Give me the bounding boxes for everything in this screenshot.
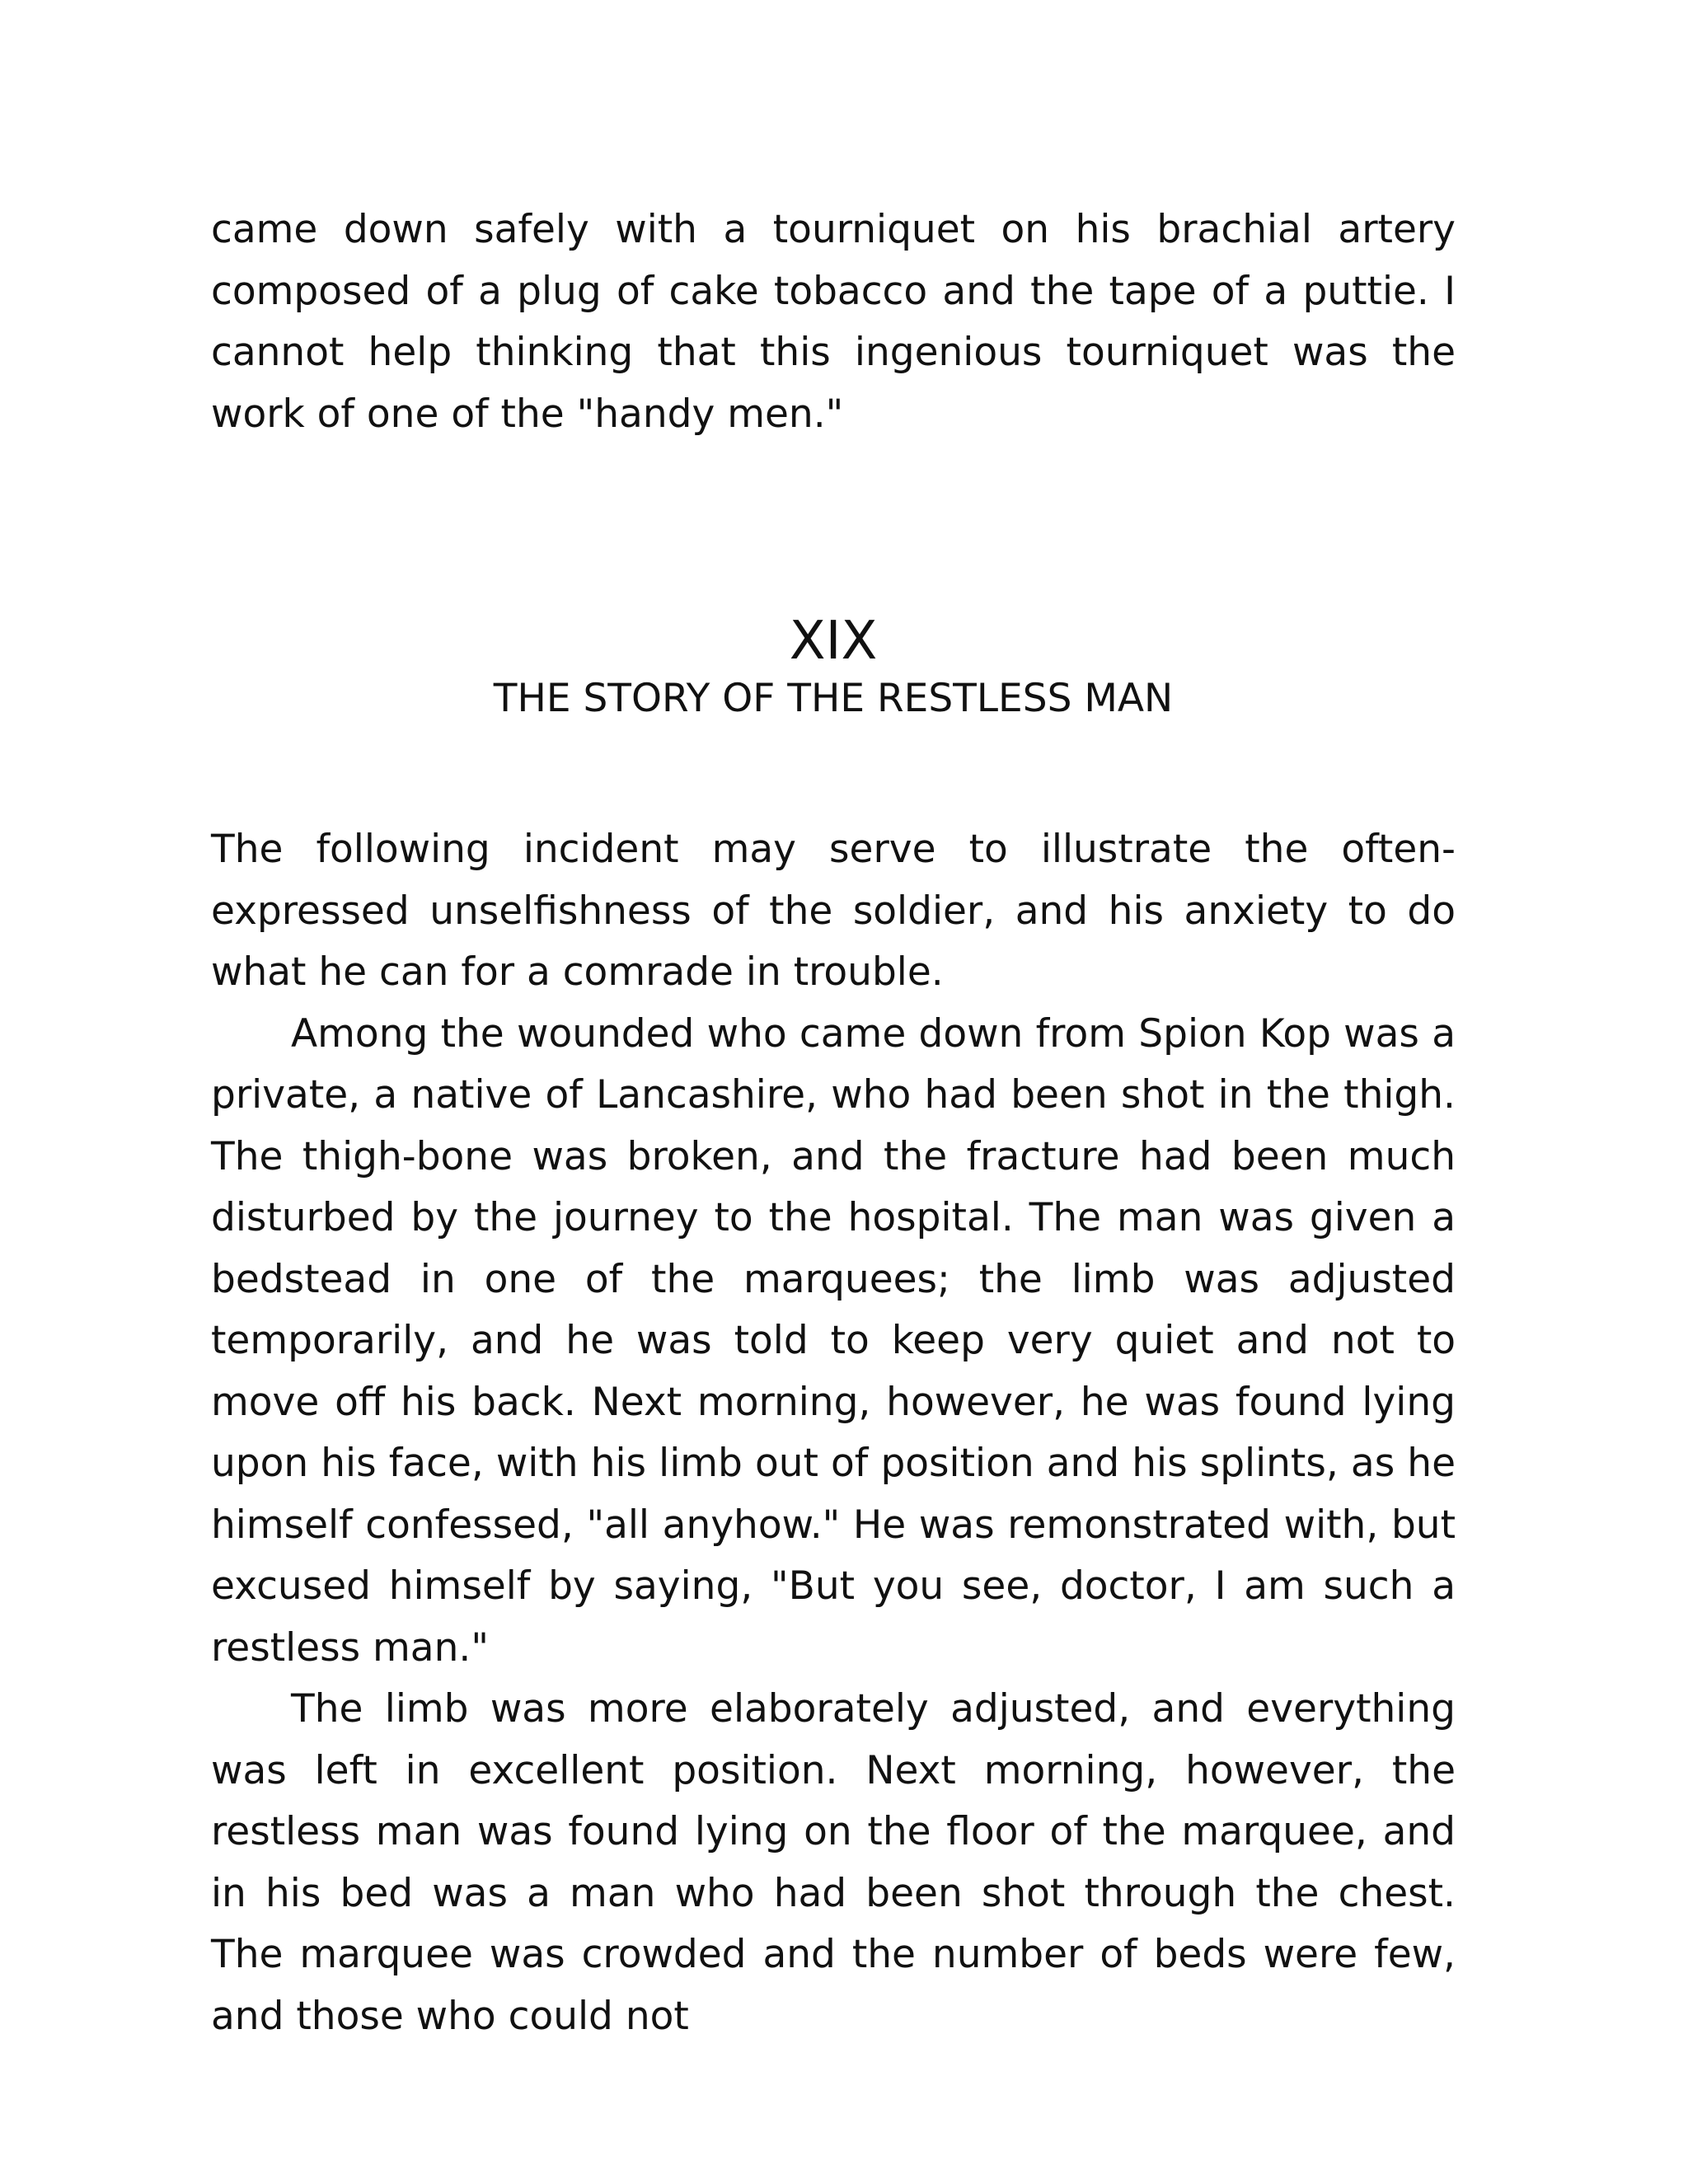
chapter-title: THE STORY OF THE RESTLESS MAN [493, 676, 1174, 721]
body-paragraph-3: The limb was more elaborately adjusted, and everything was left in excellent position. Next morning, however, the restless man was found lying on the floor of the marquee, and in his bed was a man who had been shot through the chest. The marquee was crowded and the number of beds were few, and those who could not [211, 1686, 1456, 2039]
chapter-heading [211, 608, 1456, 724]
chapter-number: XIX [789, 611, 878, 672]
chapter-body [211, 819, 1456, 2047]
continuation-paragraph: came down safely with a tourniquet on his brachial artery composed of a plug of cake tobacco and the tape of a puttie. I cannot help thinking that this ingenious tourniquet was the work of one of the "handy men." [211, 207, 1456, 437]
body-paragraph-1: The following incident may serve to illustrate the often-expressed unselfishness of the soldier, and his anxiety to do what he can for a comrade in trouble. [211, 827, 1456, 995]
body-paragraph-2: Among the wounded who came down from Spion Kop was a private, a native of Lancashire, who had been shot in the thigh. The thigh-bone was broken, and the fracture had been much disturbed by the journey to the hospital. The man was given a bedstead in one of the marquees; the limb was adjusted temporarily, and he was told to keep very quiet and not to move off his back. Next morning, however, he was found lying upon his face, with his limb out of position and his splints, as he himself confessed, "all anyhow." He was remonstrated with, but excused himself by saying, "But you see, doctor, I am such a restless man." [211, 1010, 1456, 1671]
